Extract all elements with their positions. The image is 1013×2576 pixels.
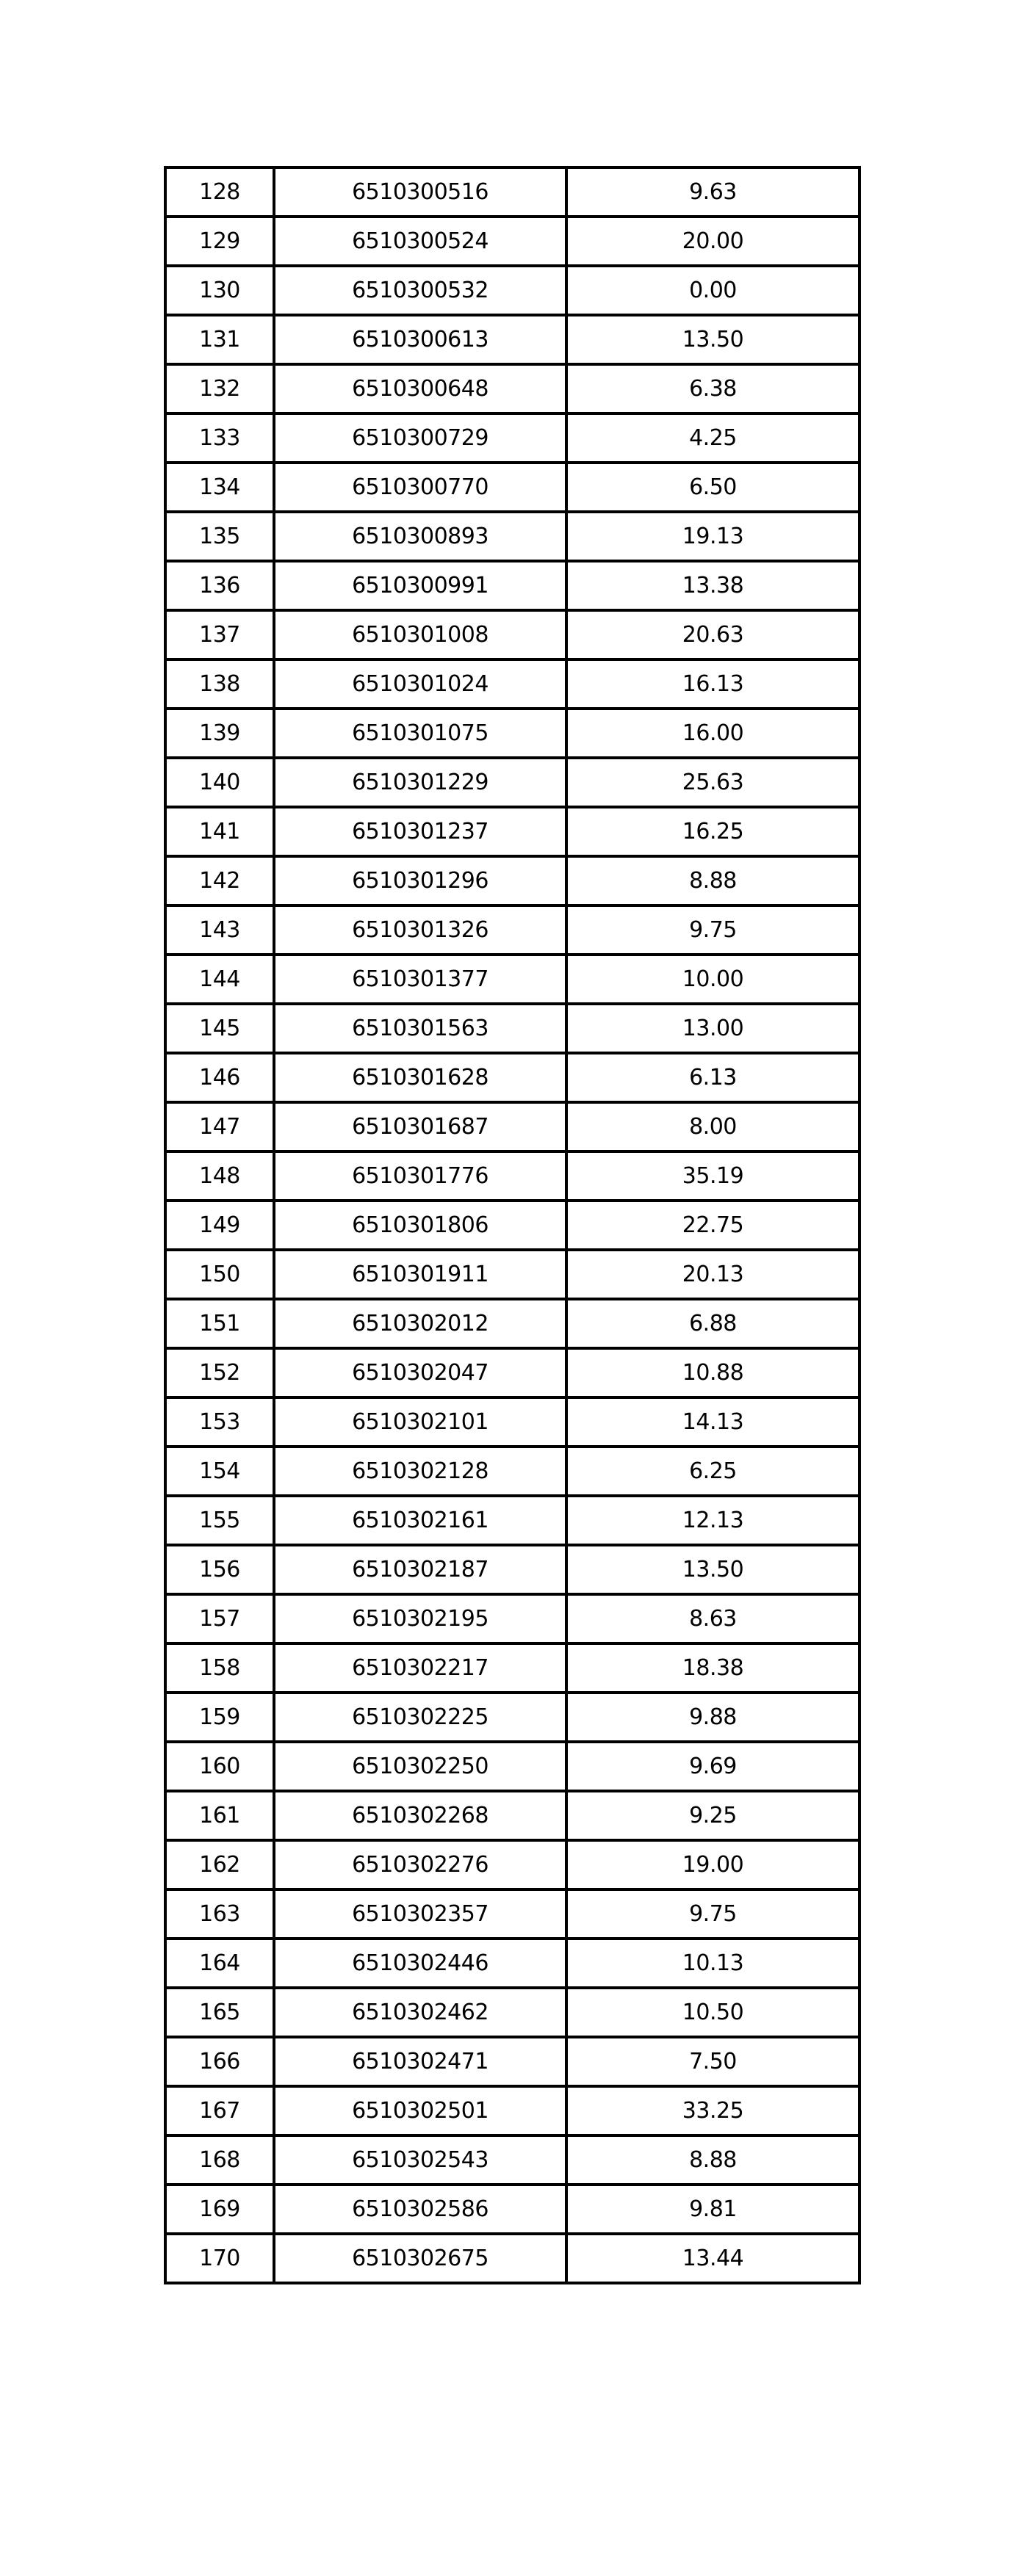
score-cell: 0.00 (566, 266, 859, 315)
score-cell: 10.50 (566, 1988, 859, 2037)
score-cell: 7.50 (566, 2037, 859, 2086)
table-row (165, 856, 859, 905)
score-cell: 9.81 (566, 2185, 859, 2234)
score-cell: 6.38 (566, 364, 859, 413)
table-row (165, 610, 859, 659)
table-row (165, 709, 859, 758)
table-row (165, 1250, 859, 1299)
student-id-cell: 6510300729 (274, 413, 566, 463)
score-cell: 16.25 (566, 807, 859, 856)
table-row (165, 1742, 859, 1791)
score-cell: 8.00 (566, 1102, 859, 1151)
student-id-cell: 6510302471 (274, 2037, 566, 2086)
row-number-cell: 151 (165, 1299, 274, 1348)
table-row (165, 266, 859, 315)
student-id-cell: 6510301806 (274, 1201, 566, 1250)
score-cell: 9.25 (566, 1791, 859, 1840)
row-number-cell: 144 (165, 955, 274, 1004)
table-row (165, 1102, 859, 1151)
score-cell: 16.13 (566, 659, 859, 709)
score-cell: 13.50 (566, 1545, 859, 1594)
student-id-cell: 6510302047 (274, 1348, 566, 1397)
row-number-cell: 169 (165, 2185, 274, 2234)
student-id-cell: 6510300516 (274, 167, 566, 217)
row-number-cell: 128 (165, 167, 274, 217)
table-row (165, 1053, 859, 1102)
student-id-cell: 6510302586 (274, 2185, 566, 2234)
score-cell: 13.38 (566, 561, 859, 610)
score-cell: 12.13 (566, 1496, 859, 1545)
student-id-cell: 6510302462 (274, 1988, 566, 2037)
row-number-cell: 132 (165, 364, 274, 413)
score-cell: 20.00 (566, 217, 859, 266)
row-number-cell: 161 (165, 1791, 274, 1840)
student-id-cell: 6510302250 (274, 1742, 566, 1791)
row-number-cell: 138 (165, 659, 274, 709)
row-number-cell: 168 (165, 2135, 274, 2185)
row-number-cell: 170 (165, 2234, 274, 2283)
table-row (165, 2185, 859, 2234)
student-id-cell: 6510301024 (274, 659, 566, 709)
score-cell: 6.88 (566, 1299, 859, 1348)
table-row (165, 217, 859, 266)
score-table (164, 166, 861, 2284)
row-number-cell: 157 (165, 1594, 274, 1643)
score-cell: 9.69 (566, 1742, 859, 1791)
row-number-cell: 133 (165, 413, 274, 463)
table-row (165, 807, 859, 856)
row-number-cell: 148 (165, 1151, 274, 1201)
score-cell: 19.13 (566, 512, 859, 561)
table-row (165, 167, 859, 217)
student-id-cell: 6510302675 (274, 2234, 566, 2283)
row-number-cell: 136 (165, 561, 274, 610)
score-cell: 13.44 (566, 2234, 859, 2283)
score-cell: 10.88 (566, 1348, 859, 1397)
score-cell: 19.00 (566, 1840, 859, 1889)
student-id-cell: 6510302501 (274, 2086, 566, 2135)
score-cell: 4.25 (566, 413, 859, 463)
score-cell: 20.63 (566, 610, 859, 659)
student-id-cell: 6510301911 (274, 1250, 566, 1299)
row-number-cell: 130 (165, 266, 274, 315)
row-number-cell: 154 (165, 1447, 274, 1496)
score-cell: 13.00 (566, 1004, 859, 1053)
table-row (165, 905, 859, 955)
row-number-cell: 145 (165, 1004, 274, 1053)
row-number-cell: 140 (165, 758, 274, 807)
score-cell: 8.63 (566, 1594, 859, 1643)
row-number-cell: 163 (165, 1889, 274, 1939)
table-row (165, 1840, 859, 1889)
table-row (165, 1004, 859, 1053)
student-id-cell: 6510302161 (274, 1496, 566, 1545)
score-cell: 13.50 (566, 315, 859, 364)
student-id-cell: 6510300648 (274, 364, 566, 413)
student-id-cell: 6510301377 (274, 955, 566, 1004)
student-id-cell: 6510300524 (274, 217, 566, 266)
student-id-cell: 6510302195 (274, 1594, 566, 1643)
score-cell: 6.25 (566, 1447, 859, 1496)
student-id-cell: 6510302187 (274, 1545, 566, 1594)
table-row (165, 364, 859, 413)
score-cell: 14.13 (566, 1397, 859, 1447)
student-id-cell: 6510301687 (274, 1102, 566, 1151)
row-number-cell: 156 (165, 1545, 274, 1594)
row-number-cell: 153 (165, 1397, 274, 1447)
student-id-cell: 6510302268 (274, 1791, 566, 1840)
row-number-cell: 135 (165, 512, 274, 561)
table-row (165, 758, 859, 807)
table-row (165, 1447, 859, 1496)
table-row (165, 1397, 859, 1447)
student-id-cell: 6510301008 (274, 610, 566, 659)
student-id-cell: 6510302128 (274, 1447, 566, 1496)
table-row (165, 1201, 859, 1250)
student-id-cell: 6510301296 (274, 856, 566, 905)
score-cell: 35.19 (566, 1151, 859, 1201)
score-cell: 9.75 (566, 1889, 859, 1939)
student-id-cell: 6510300991 (274, 561, 566, 610)
row-number-cell: 137 (165, 610, 274, 659)
row-number-cell: 142 (165, 856, 274, 905)
score-cell: 6.13 (566, 1053, 859, 1102)
score-cell: 9.63 (566, 167, 859, 217)
table-row (165, 1693, 859, 1742)
score-cell: 18.38 (566, 1643, 859, 1693)
row-number-cell: 147 (165, 1102, 274, 1151)
table-row (165, 1988, 859, 2037)
student-id-cell: 6510301326 (274, 905, 566, 955)
student-id-cell: 6510302217 (274, 1643, 566, 1693)
row-number-cell: 139 (165, 709, 274, 758)
row-number-cell: 165 (165, 1988, 274, 2037)
row-number-cell: 167 (165, 2086, 274, 2135)
row-number-cell: 146 (165, 1053, 274, 1102)
score-cell: 8.88 (566, 856, 859, 905)
student-id-cell: 6510300613 (274, 315, 566, 364)
student-id-cell: 6510301563 (274, 1004, 566, 1053)
row-number-cell: 152 (165, 1348, 274, 1397)
row-number-cell: 160 (165, 1742, 274, 1791)
score-cell: 8.88 (566, 2135, 859, 2185)
row-number-cell: 166 (165, 2037, 274, 2086)
score-cell: 9.75 (566, 905, 859, 955)
score-cell: 6.50 (566, 463, 859, 512)
score-cell: 22.75 (566, 1201, 859, 1250)
student-id-cell: 6510302012 (274, 1299, 566, 1348)
table-row (165, 1348, 859, 1397)
table-row (165, 463, 859, 512)
student-id-cell: 6510301628 (274, 1053, 566, 1102)
table-row (165, 1594, 859, 1643)
row-number-cell: 143 (165, 905, 274, 955)
table-row (165, 1791, 859, 1840)
student-id-cell: 6510300893 (274, 512, 566, 561)
table-row (165, 2086, 859, 2135)
student-id-cell: 6510301075 (274, 709, 566, 758)
student-id-cell: 6510300532 (274, 266, 566, 315)
table-row (165, 1545, 859, 1594)
table-row (165, 2135, 859, 2185)
student-id-cell: 6510301237 (274, 807, 566, 856)
table-row (165, 1151, 859, 1201)
row-number-cell: 150 (165, 1250, 274, 1299)
table-row (165, 413, 859, 463)
score-cell: 25.63 (566, 758, 859, 807)
student-id-cell: 6510302446 (274, 1939, 566, 1988)
table-row (165, 1643, 859, 1693)
table-row (165, 1939, 859, 1988)
student-id-cell: 6510301776 (274, 1151, 566, 1201)
table-row (165, 2234, 859, 2283)
table-row (165, 1889, 859, 1939)
table-row (165, 659, 859, 709)
row-number-cell: 162 (165, 1840, 274, 1889)
student-id-cell: 6510302101 (274, 1397, 566, 1447)
row-number-cell: 158 (165, 1643, 274, 1693)
student-id-cell: 6510300770 (274, 463, 566, 512)
row-number-cell: 131 (165, 315, 274, 364)
student-id-cell: 6510302225 (274, 1693, 566, 1742)
row-number-cell: 134 (165, 463, 274, 512)
row-number-cell: 164 (165, 1939, 274, 1988)
row-number-cell: 141 (165, 807, 274, 856)
score-cell: 20.13 (566, 1250, 859, 1299)
row-number-cell: 129 (165, 217, 274, 266)
score-cell: 16.00 (566, 709, 859, 758)
row-number-cell: 159 (165, 1693, 274, 1742)
table-row (165, 955, 859, 1004)
table-row (165, 561, 859, 610)
table-row (165, 2037, 859, 2086)
score-cell: 33.25 (566, 2086, 859, 2135)
table-row (165, 512, 859, 561)
row-number-cell: 149 (165, 1201, 274, 1250)
student-id-cell: 6510301229 (274, 758, 566, 807)
student-id-cell: 6510302543 (274, 2135, 566, 2185)
table-row (165, 1299, 859, 1348)
row-number-cell: 155 (165, 1496, 274, 1545)
student-id-cell: 6510302276 (274, 1840, 566, 1889)
table-row (165, 1496, 859, 1545)
score-cell: 10.13 (566, 1939, 859, 1988)
student-id-cell: 6510302357 (274, 1889, 566, 1939)
score-table-body (165, 167, 859, 2283)
score-cell: 10.00 (566, 955, 859, 1004)
table-row (165, 315, 859, 364)
score-cell: 9.88 (566, 1693, 859, 1742)
